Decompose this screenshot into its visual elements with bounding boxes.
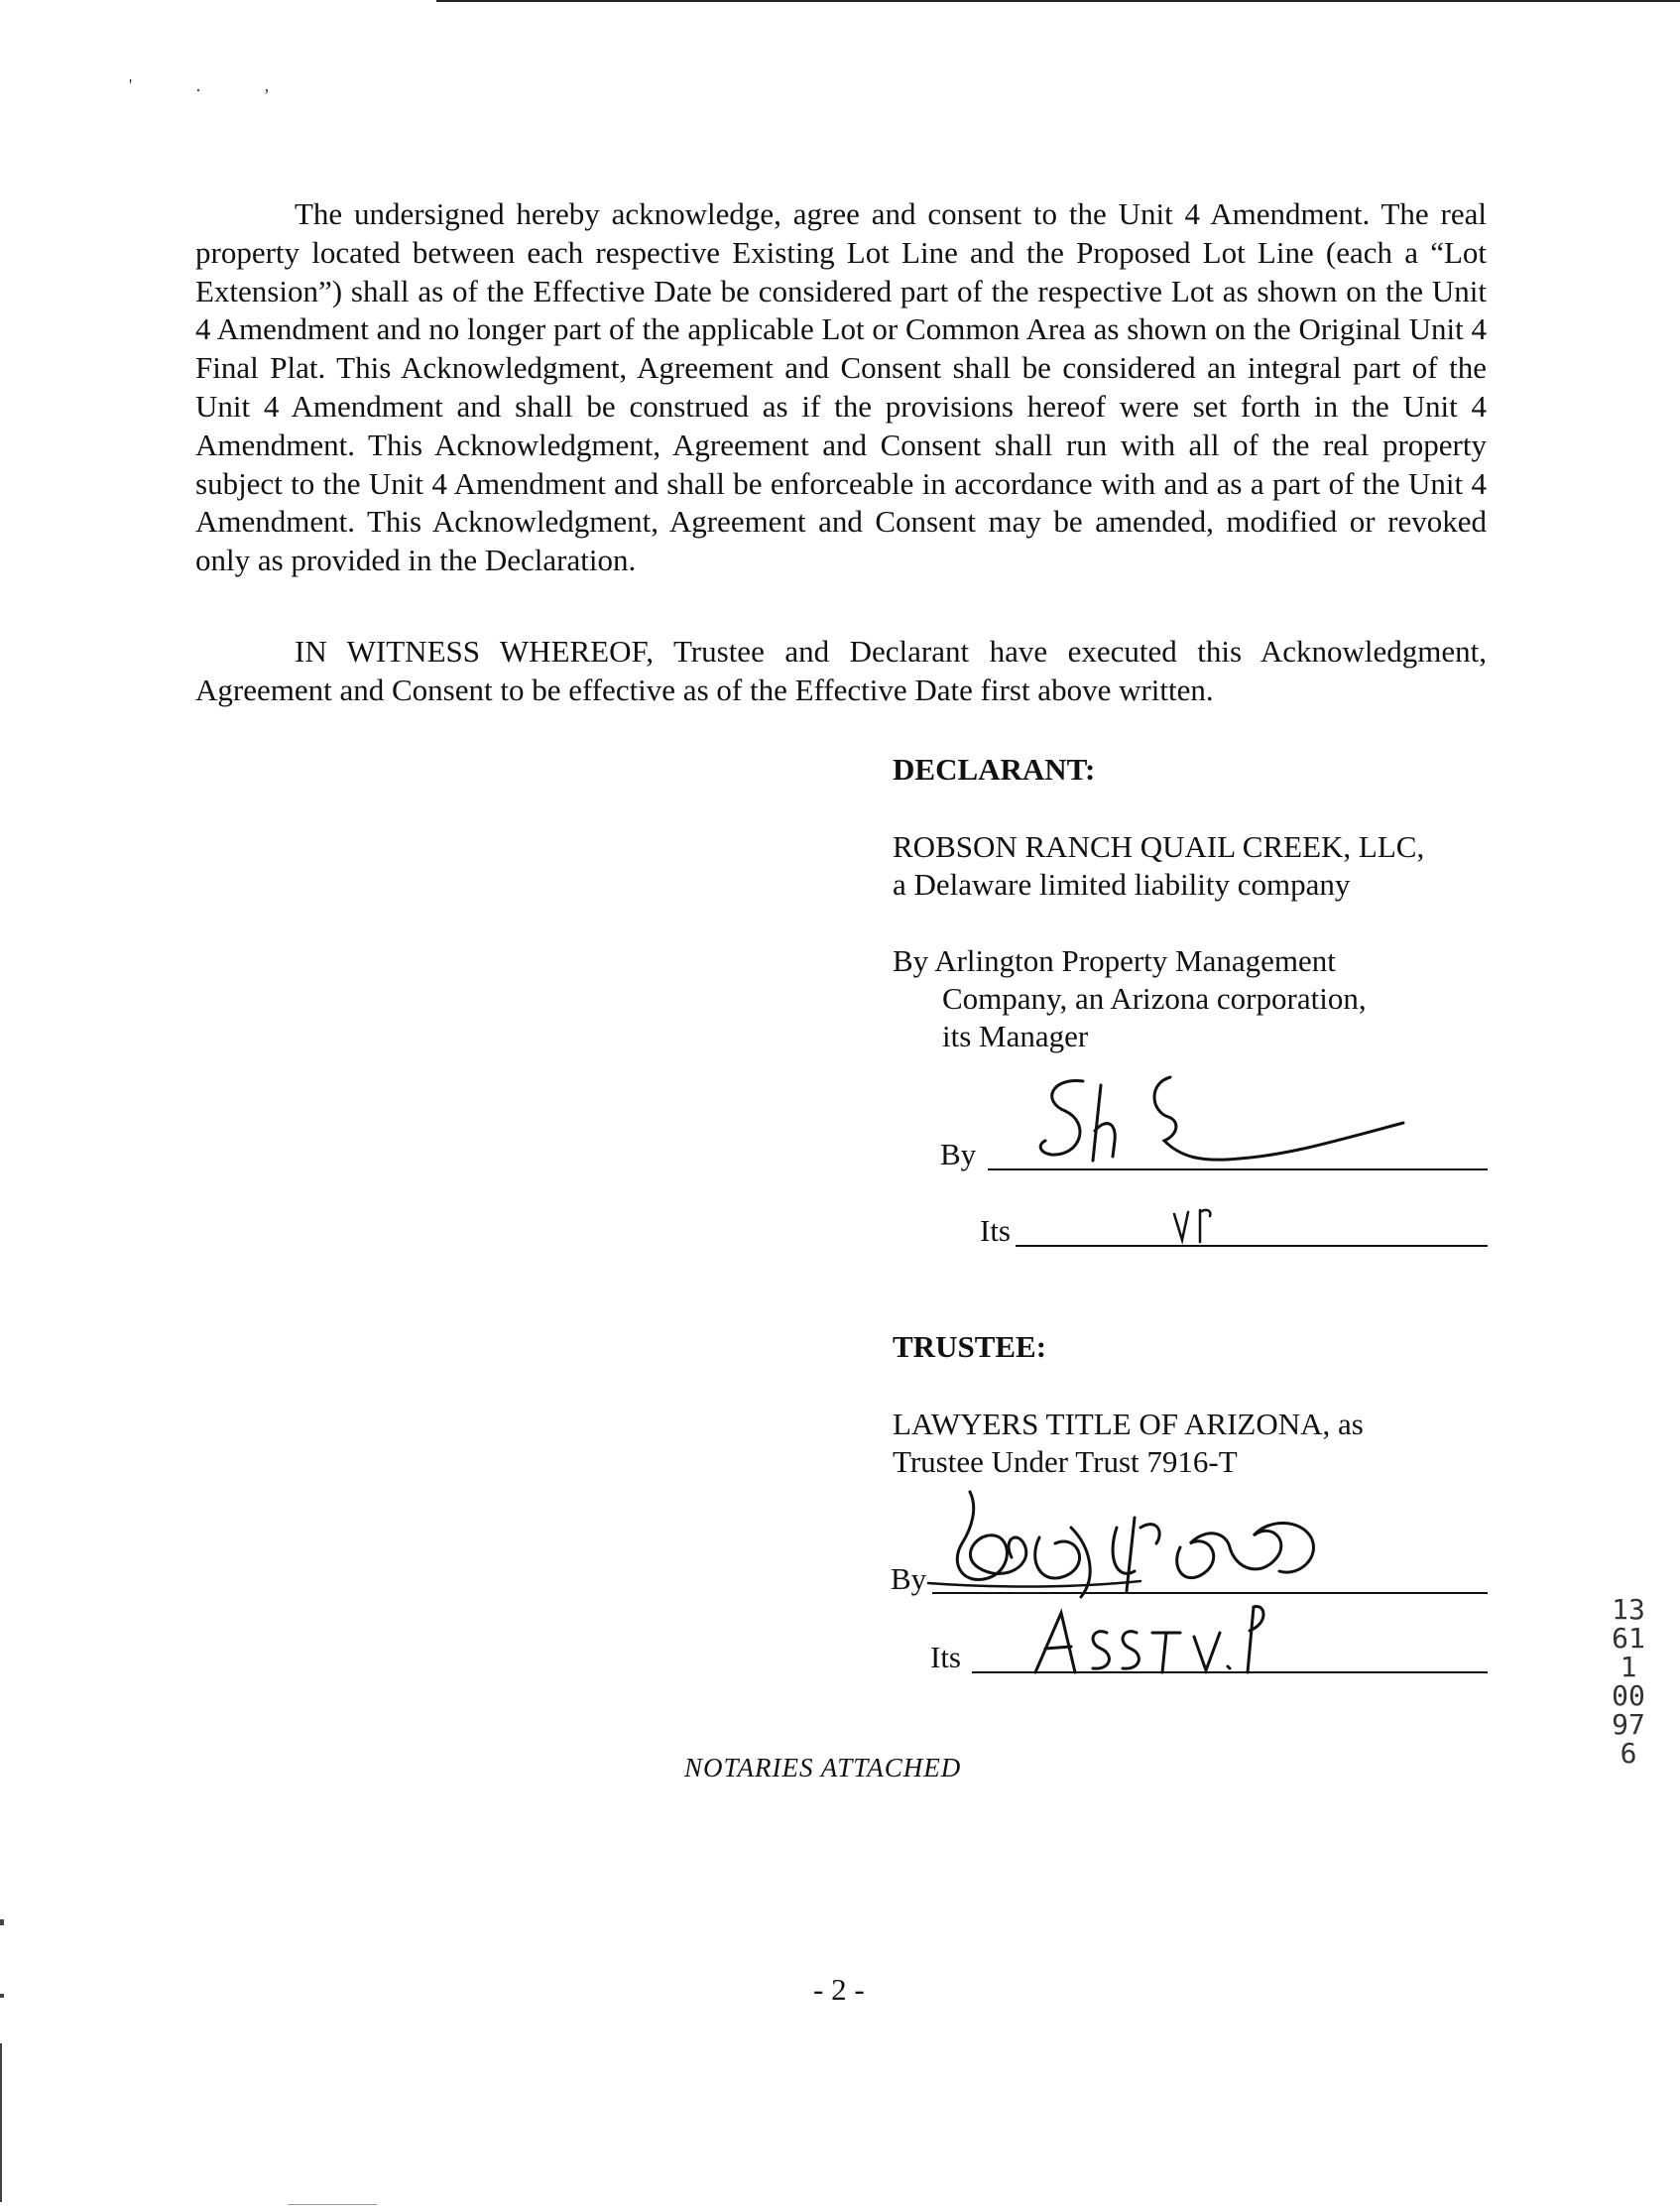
declarant-entity-type: a Delaware limited liability company — [893, 867, 1351, 902]
top-border-line — [436, 0, 1680, 2]
left-edge-scan-mark — [0, 1919, 4, 1925]
notaries-attached-note: NOTARIES ATTACHED — [684, 1753, 962, 1782]
declarant-manager-line-3: its Manager — [942, 1019, 1089, 1053]
trustee-its-label: Its — [930, 1640, 961, 1674]
trustee-by-label: By — [891, 1561, 927, 1596]
page-number: - 2 - — [813, 1972, 865, 2007]
declarant-manager-line-1: By Arlington Property Management — [893, 943, 1336, 978]
left-edge-scan-mark — [0, 2043, 2, 2202]
witness-paragraph: IN WITNESS WHEREOF, Trustee and Declarant have executed this Acknowledgment, Agreement and Consent to be effective as of the Effective Date first above written. — [195, 634, 1487, 707]
declarant-entity-name: ROBSON RANCH QUAIL CREEK, LLC, — [893, 829, 1425, 864]
declarant-heading: DECLARANT: — [893, 752, 1096, 787]
consent-paragraph: The undersigned hereby acknowledge, agree and consent to the Unit 4 Amendment. The real property located between each respective Existing Lot Line and the Proposed Lot Line (each a “Lot Extension”) shall as of the Effective Date be considered part of the respective Lot as shown on the Unit 4 Amendment and no longer part of the applicable Lot or Common Area as shown on the Original Unit 4 Final Plat. This Acknowledgment, Agreement and Consent shall be considered an integral part of the Unit 4 Amendment and shall be construed as if the provisions hereof were set forth in the Unit 4 Amendment. This Acknowledgment, Agreement and Consent shall run with all of the real property subject to the Unit 4 Amendment and shall be enforceable in accordance with and as a part of the Unit 4 Amendment. This Acknowledgment, Agreement and Consent may be amended, modified or revoked only as provided in the Declaration. — [195, 196, 1487, 578]
trustee-entity-name: LAWYERS TITLE OF ARIZONA, as — [893, 1407, 1364, 1441]
declarant-signature-icon — [1031, 1071, 1418, 1170]
scan-artifact-marks: ' . , — [129, 75, 300, 95]
left-edge-scan-mark — [0, 1994, 4, 1998]
declarant-manager-line-2: Company, an Arizona corporation, — [942, 981, 1367, 1016]
bottom-scan-line — [288, 2204, 377, 2205]
trustee-heading: TRUSTEE: — [893, 1329, 1047, 1364]
declarant-its-signature-line — [1016, 1245, 1488, 1247]
trustee-entity-detail: Trustee Under Trust 7916-T — [893, 1444, 1238, 1479]
declarant-its-label: Its — [980, 1213, 1011, 1248]
recording-number-vertical: 13611 00976 — [1612, 1593, 1645, 1770]
declarant-by-label: By — [940, 1137, 977, 1171]
declarant-its-handwriting-icon — [1170, 1206, 1220, 1246]
trustee-its-handwriting-icon — [1031, 1603, 1269, 1682]
